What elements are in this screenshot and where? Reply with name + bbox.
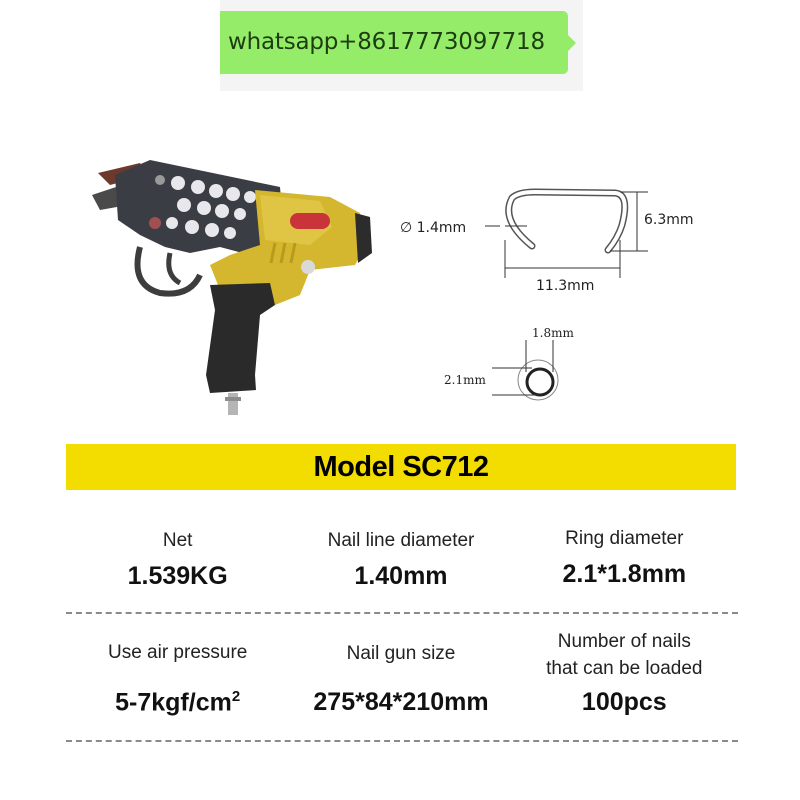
spec-nail-capacity (513, 628, 736, 717)
staple-dimension-diagram (390, 180, 720, 300)
spec-value: 275*84*210mm (313, 688, 489, 716)
spec-label: that can be loaded (546, 658, 703, 679)
spec-row-2 (66, 628, 736, 717)
spec-nail-line-diameter (289, 527, 512, 591)
spec-label: Number of nails (557, 631, 691, 652)
spec-label: Use air pressure (107, 642, 248, 663)
spec-value: 1.40mm (354, 562, 448, 590)
spec-label: Net (162, 530, 193, 551)
ring-outer-label: 2.1mm (444, 373, 486, 387)
staple-height-label: 6.3mm (644, 212, 694, 228)
spec-value: 100pcs (581, 688, 667, 716)
spec-label: Nail gun size (346, 643, 456, 664)
ring-inner-label: 1.8mm (532, 326, 574, 340)
spec-net-weight (66, 527, 289, 591)
spec-value: 1.539KG (127, 562, 228, 590)
ring-dimension-diagram (420, 310, 620, 420)
wire-diameter-label: ∅ 1.4mm (400, 220, 467, 236)
model-title: Model SC712 (313, 450, 489, 483)
chat-bubble (220, 11, 568, 74)
nail-gun-icon (70, 135, 380, 425)
contact-banner (220, 0, 583, 91)
spec-label: Ring diameter (565, 528, 684, 549)
staple-width-label: 11.3mm (536, 278, 595, 294)
dashed-divider (66, 740, 738, 742)
model-banner (66, 444, 736, 490)
spec-value: 2.1*1.8mm (562, 560, 687, 588)
spec-value: $5-7kgf/cm^2$ (115, 688, 241, 717)
spec-row-1 (66, 527, 736, 591)
dashed-divider (66, 612, 738, 614)
spec-ring-diameter (513, 527, 736, 591)
spec-nail-gun-size (289, 628, 512, 717)
nail-gun-image (70, 135, 380, 425)
spec-air-pressure (66, 628, 289, 717)
spec-label: Nail line diameter (327, 530, 475, 551)
whatsapp-contact-text: whatsapp+8617773097718 (228, 29, 545, 55)
